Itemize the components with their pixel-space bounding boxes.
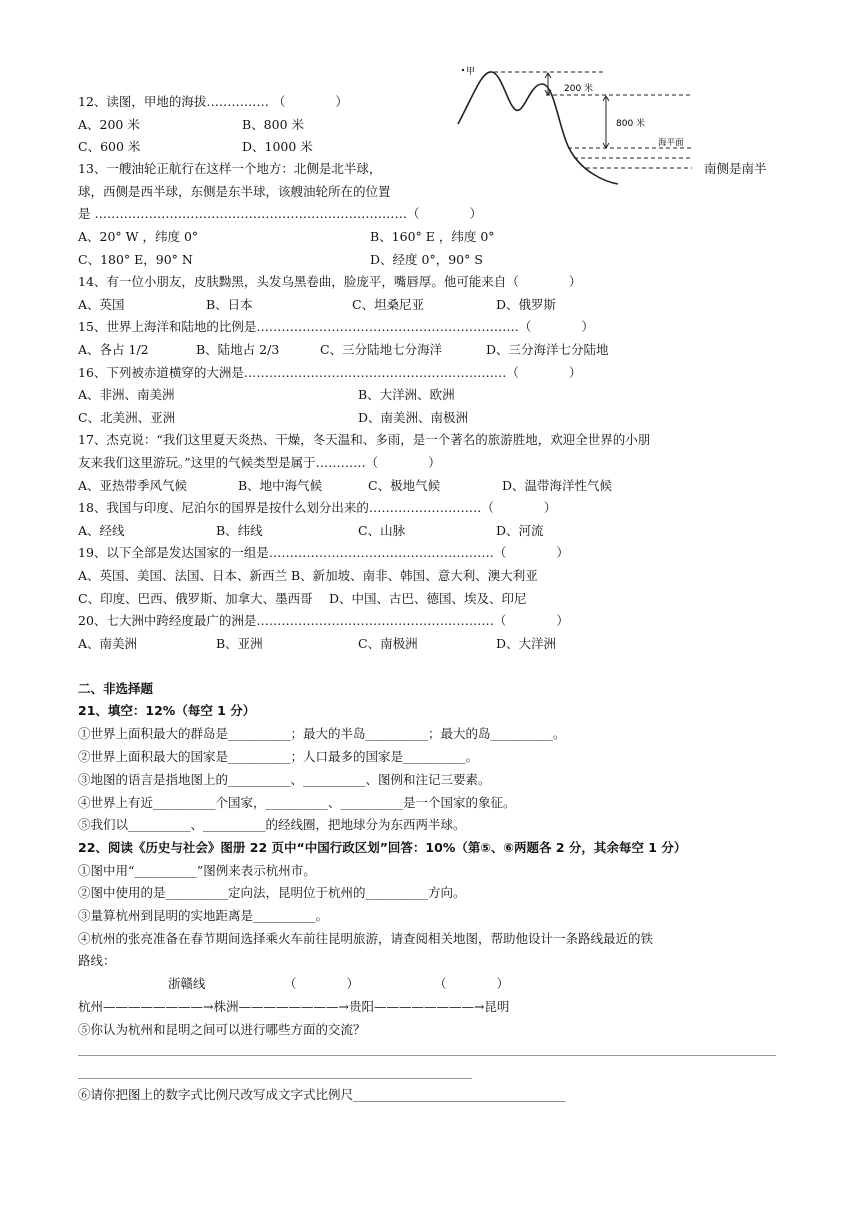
q14-option-b[interactable]: B、日本 — [206, 297, 253, 312]
q19-options-row1[interactable]: A、英国、美国、法国、日本、新西兰 B、新加坡、南非、韩国、意大利、澳大利亚 — [78, 568, 538, 583]
q21-line-2[interactable]: ②世界上面积最大的国家是__________；人口最多的国家是__________。 — [78, 749, 479, 764]
q15-option-a[interactable]: A、各占 1/2 — [78, 342, 149, 357]
route-line: 杭州————————→株洲————————→贵阳————————→昆明 — [78, 999, 510, 1014]
answer-line-1[interactable] — [78, 1055, 776, 1056]
q22-6[interactable]: ⑥请你把图上的数字式比例尺改写成文字式比例尺__________________________________ — [78, 1087, 566, 1102]
label-jia: 甲 — [466, 67, 476, 77]
route-label-zhegan: 浙赣线 — [168, 976, 206, 991]
q16-option-c[interactable]: C、北美洲、亚洲 — [78, 410, 176, 425]
label-200: 200 米 — [564, 84, 594, 94]
q18-text: 18、我国与印度、尼泊尔的国界是按什么划分出来的………………………（ ） — [78, 500, 557, 515]
q18-option-b[interactable]: B、纬线 — [216, 523, 263, 538]
q22-line-5: 路线： — [78, 953, 116, 968]
q13-text-2: 球，西侧是西半球，东侧是东半球，该艘油轮所在的位置 — [78, 184, 391, 199]
q17-option-c[interactable]: C、极地气候 — [368, 478, 441, 493]
q13-text-3: 是 …………………………………………………………………（ ） — [78, 206, 482, 221]
q22-5: ⑤你认为杭州和昆明之间可以进行哪些方面的交流？ — [78, 1022, 366, 1037]
answer-line-2[interactable] — [78, 1078, 472, 1079]
q16-option-d[interactable]: D、南美洲、南极洲 — [358, 410, 469, 425]
q14-option-d[interactable]: D、俄罗斯 — [496, 297, 557, 312]
q12-option-c[interactable]: C、600 米 — [78, 139, 141, 154]
q21-title: 21、填空：12%（每空 1 分） — [78, 703, 256, 718]
q13-option-a[interactable]: A、20° W ，纬度 0° — [78, 229, 199, 244]
q17-option-d[interactable]: D、温带海洋性气候 — [502, 478, 613, 493]
q19-text: 19、以下全部是发达国家的一组是………………………………………………（ ） — [78, 545, 569, 560]
q13-text-right: 南侧是南半 — [704, 161, 767, 176]
q12-option-a[interactable]: A、200 米 — [78, 117, 140, 132]
q22-line-3[interactable]: ③量算杭州到昆明的实地距离是__________。 — [78, 908, 329, 923]
q18-option-a[interactable]: A、经线 — [78, 523, 125, 538]
q17-option-b[interactable]: B、地中海气候 — [238, 478, 323, 493]
q20-option-b[interactable]: B、亚洲 — [216, 636, 263, 651]
q21-line-1[interactable]: ①世界上面积最大的群岛是__________；最大的半岛__________；最大的岛__________。 — [78, 726, 566, 741]
q20-option-c[interactable]: C、南极洲 — [358, 636, 418, 651]
q20-option-a[interactable]: A、南美洲 — [78, 636, 138, 651]
q20-text: 20、七大洲中跨经度最广的洲是…………………………………………………（ ） — [78, 613, 569, 628]
route-label-blank-2[interactable]: （ ） — [434, 976, 510, 991]
q22-title: 22、阅读《历史与社会》图册 22 页中“中国行政区划”回答：10%（第⑤、⑥两题各 2 分，其余每空 1 分） — [78, 840, 687, 855]
q17-option-a[interactable]: A、亚热带季风气候 — [78, 478, 188, 493]
q22-line-2[interactable]: ②图中使用的是__________定向法，昆明位于杭州的__________方向。 — [78, 885, 466, 900]
q13-option-d[interactable]: D、经度 0°，90° S — [370, 252, 483, 267]
q13-text: 13、一艘油轮正航行在这样一个地方：北侧是北半球， — [78, 161, 382, 176]
q20-option-d[interactable]: D、大洋洲 — [496, 636, 557, 651]
q17-text-2: 友来我们这里游玩。”这里的气候类型是属于…………（ ） — [78, 455, 441, 470]
q16-text: 16、下列被赤道横穿的大洲是………………………………………………………（ ） — [78, 365, 582, 380]
q12-text: 12、读图，甲地的海拔…………… （ ） — [78, 94, 348, 109]
q21-line-5[interactable]: ⑤我们以__________、__________的经线圈，把地球分为东西两半球。 — [78, 817, 466, 832]
q17-text: 17、杰克说：“我们这里夏天炎热、干燥，冬天温和、多雨，是一个著名的旅游胜地，欢迎全世界的小朋 — [78, 432, 651, 447]
q14-text: 14、有一位小朋友，皮肤黝黑，头发乌黑卷曲，脸庞平，嘴唇厚。他可能来自（ ） — [78, 274, 582, 289]
q19-options-row2[interactable]: C、印度、巴西、俄罗斯、加拿大、墨西哥 D、中国、古巴、德国、埃及、印尼 — [78, 591, 527, 606]
label-800: 800 米 — [616, 119, 646, 129]
label-sea-level: 海平面 — [658, 138, 684, 148]
q21-line-3[interactable]: ③地图的语言是指地图上的__________、__________、图例和注记三要素。 — [78, 772, 491, 787]
q16-option-a[interactable]: A、非洲、南美洲 — [78, 387, 175, 402]
q15-text: 15、世界上海洋和陆地的比例是………………………………………………………（ ） — [78, 319, 594, 334]
q15-option-d[interactable]: D、三分海洋七分陆地 — [486, 342, 609, 357]
elevation-diagram — [456, 64, 696, 194]
q13-option-c[interactable]: C、180° E，90° N — [78, 252, 193, 267]
q21-line-4[interactable]: ④世界上有近__________个国家，__________、__________是一个国家的象征。 — [78, 795, 516, 810]
q12-option-b[interactable]: B、800 米 — [242, 117, 305, 132]
terrain-profile — [458, 72, 618, 184]
q18-option-c[interactable]: C、山脉 — [358, 523, 406, 538]
q22-line-4: ④杭州的张亮准备在春节期间选择乘火车前往昆明旅游，请查阅相关地图，帮助他设计一条路线最近的铁 — [78, 931, 654, 946]
q14-option-a[interactable]: A、英国 — [78, 297, 125, 312]
q15-option-b[interactable]: B、陆地占 2/3 — [196, 342, 280, 357]
section2-heading: 二、非选择题 — [78, 681, 154, 696]
route-label-blank-1[interactable]: （ ） — [284, 976, 360, 991]
q12-option-d[interactable]: D、1000 米 — [242, 139, 313, 154]
q14-option-c[interactable]: C、坦桑尼亚 — [352, 297, 425, 312]
q13-option-b[interactable]: B、160° E ，纬度 0° — [370, 229, 495, 244]
q15-option-c[interactable]: C、三分陆地七分海洋 — [320, 342, 443, 357]
q16-option-b[interactable]: B、大洋洲、欧洲 — [358, 387, 455, 402]
q18-option-d[interactable]: D、河流 — [496, 523, 544, 538]
q22-line-1[interactable]: ①图中用“__________”图例来表示杭州市。 — [78, 863, 316, 878]
